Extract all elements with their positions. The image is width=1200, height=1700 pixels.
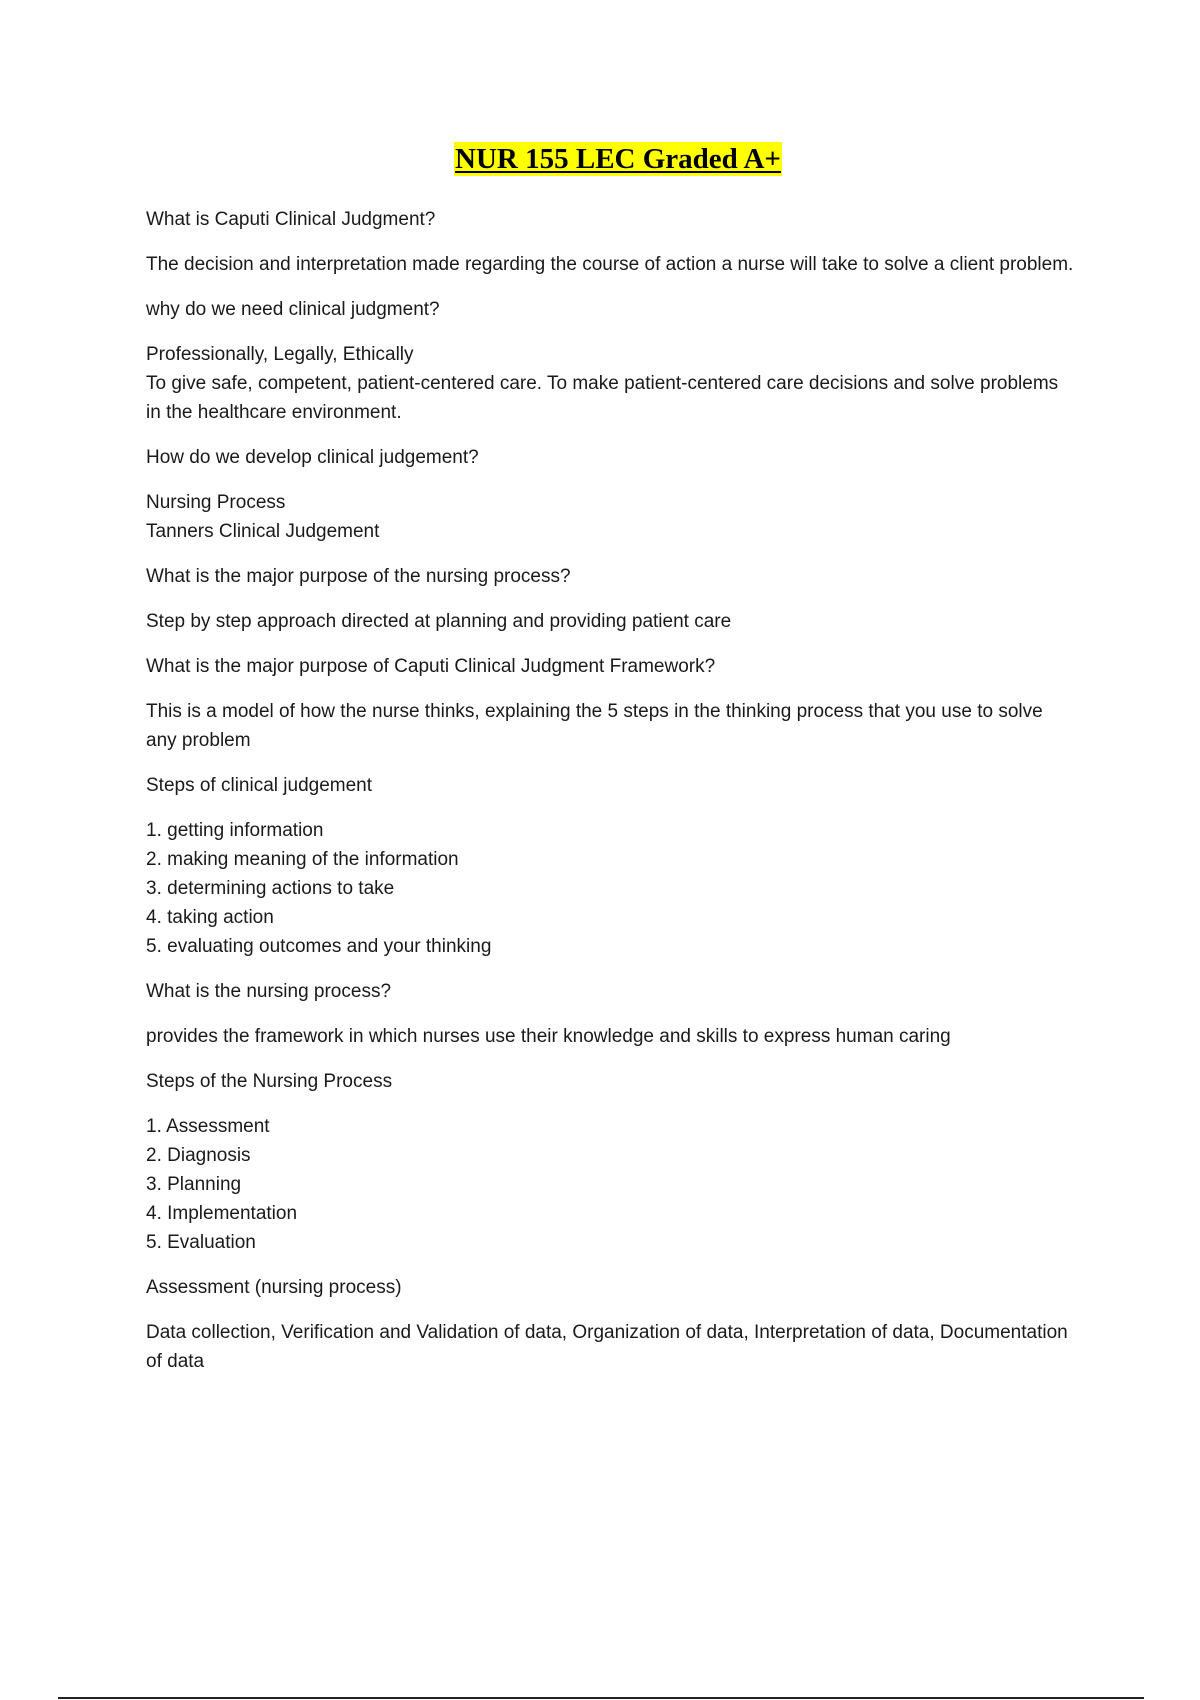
text-block: [146, 1067, 1076, 1096]
text-line: why do we need clinical judgment?: [146, 299, 440, 320]
text-block: [146, 250, 1076, 279]
text-line: Steps of the Nursing Process: [146, 1071, 393, 1092]
text-line: provides the framework in which nurses use their knowledge and skills to express human caring: [146, 1026, 951, 1047]
text-block: [146, 205, 1076, 234]
text-block: [146, 340, 1076, 427]
text-block: [146, 1112, 1076, 1257]
text-line: Tanners Clinical Judgement: [146, 521, 380, 542]
text-line: Steps of clinical judgement: [146, 775, 373, 796]
text-line: 5. evaluating outcomes and your thinking: [146, 936, 492, 957]
text-block: [146, 816, 1076, 961]
document-title: NUR 155 LEC Graded A+: [455, 143, 781, 175]
text-block: [146, 1318, 1076, 1376]
text-line: 3. determining actions to take: [146, 878, 395, 899]
text-block: [146, 1273, 1076, 1302]
document-body: [146, 205, 1076, 1392]
text-line: 2. Diagnosis: [146, 1145, 251, 1166]
text-line: 5. Evaluation: [146, 1232, 256, 1253]
text-line: Data collection, Verification and Validation of data, Organization of data, Interpretation of data, Documentation of data: [146, 1322, 1068, 1372]
text-block: [146, 488, 1076, 546]
title-container: [0, 142, 1200, 176]
text-line: Professionally, Legally, Ethically: [146, 344, 414, 365]
text-line: To give safe, competent, patient-centered care. To make patient-centered care decisions and solve problems in the healthcare environment.: [146, 373, 1059, 423]
text-line: 4. Implementation: [146, 1203, 298, 1224]
text-line: Assessment (nursing process): [146, 1277, 402, 1298]
text-line: What is Caputi Clinical Judgment?: [146, 209, 436, 230]
text-line: What is the major purpose of Caputi Clinical Judgment Framework?: [146, 656, 716, 677]
text-block: [146, 771, 1076, 800]
text-line: 1. Assessment: [146, 1116, 270, 1137]
text-line: 2. making meaning of the information: [146, 849, 459, 870]
text-line: 3. Planning: [146, 1174, 242, 1195]
text-block: [146, 443, 1076, 472]
text-line: How do we develop clinical judgement?: [146, 447, 479, 468]
text-block: [146, 607, 1076, 636]
text-line: Step by step approach directed at planning and providing patient care: [146, 611, 732, 632]
text-block: [146, 1022, 1076, 1051]
text-block: [146, 295, 1076, 324]
text-line: What is the nursing process?: [146, 981, 392, 1002]
text-block: [146, 652, 1076, 681]
text-line: The decision and interpretation made regarding the course of action a nurse will take to solve a client problem.: [146, 254, 1074, 275]
text-block: [146, 697, 1076, 755]
text-line: Nursing Process: [146, 492, 286, 513]
footer-divider: [58, 1697, 1144, 1699]
text-block: [146, 562, 1076, 591]
text-line: This is a model of how the nurse thinks, explaining the 5 steps in the thinking process that you use to solve any problem: [146, 701, 1043, 751]
text-line: 1. getting information: [146, 820, 324, 841]
text-line: What is the major purpose of the nursing process?: [146, 566, 571, 587]
text-block: [146, 977, 1076, 1006]
text-line: 4. taking action: [146, 907, 274, 928]
